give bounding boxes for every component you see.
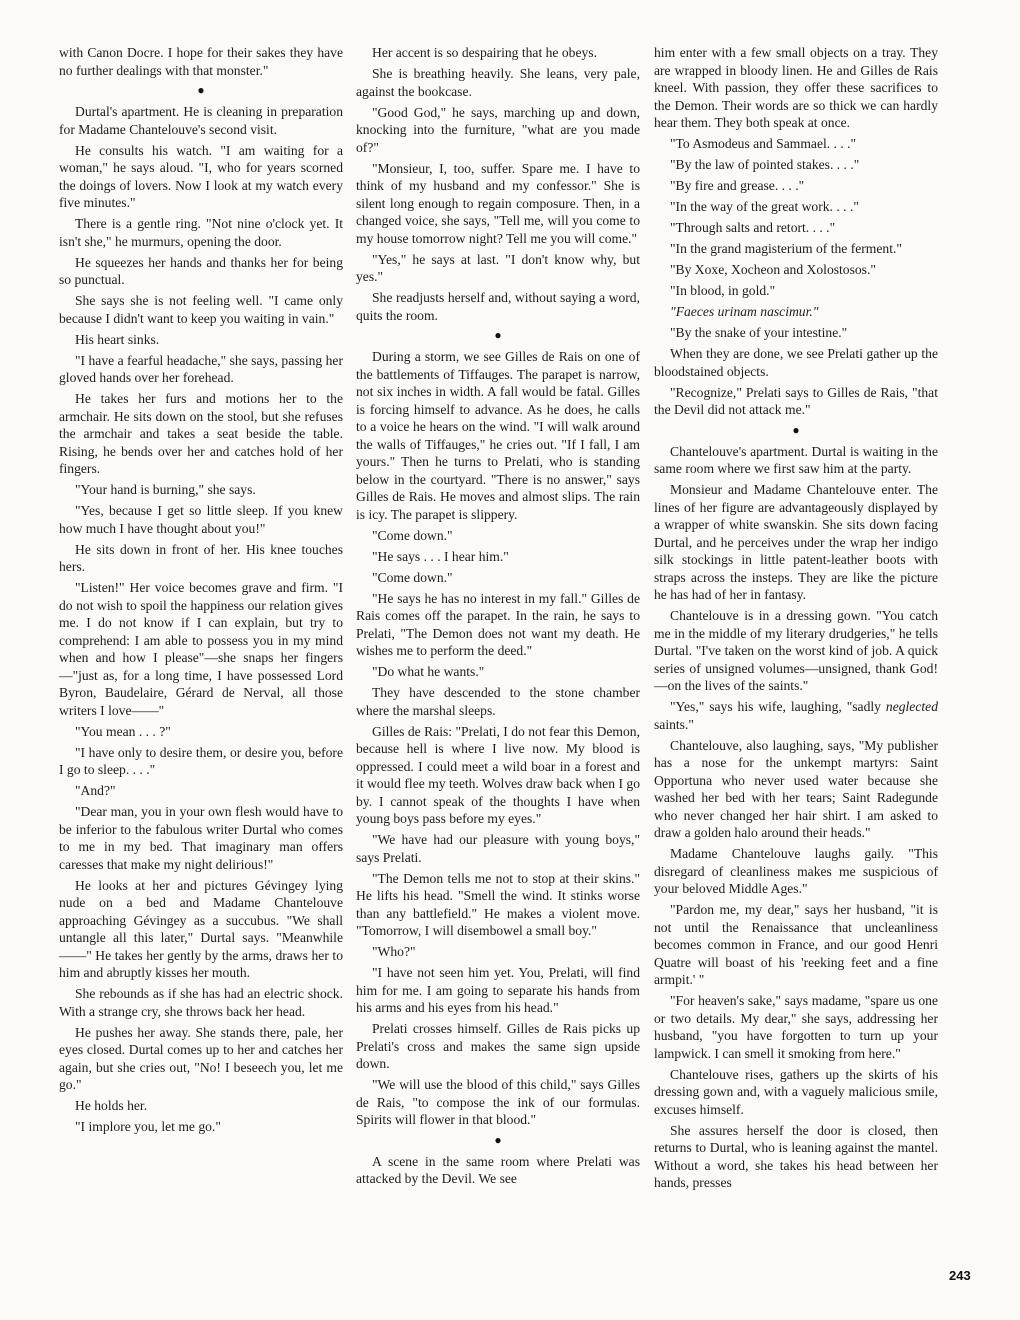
paragraph: "Yes," he says at last. "I don't know why, but yes." [356, 251, 640, 284]
paragraph: Her accent is so despairing that he obeys. [372, 45, 597, 60]
paragraph: "In the grand magisterium of the ferment." [670, 241, 902, 256]
paragraph: "He says . . . I hear him." [372, 548, 509, 564]
paragraph: "And?" [75, 783, 116, 798]
paragraph: "Listen!" Her voice becomes grave and firm. "I do not wish to spoil the happiness our relation gives me. I do not know if I can explain, but try to comprehend: I am able to possess you in my mind when and how I please"—she snaps her fingers—"just as, for a long time, I have possessed Lord Byron, Baudelaire, Gérard de Nerval, all those writers I love——" [59, 580, 343, 718]
paragraph: "Pardon me, my dear," says her husband, "it is not until the Renaissance that uncleanliness becomes common in France, and our good Henri Quatre will boast of his 'reeking feet and a fine armpit.' " [654, 902, 938, 987]
paragraph: "We will use the blood of this child," says Gilles de Rais, "to compose the ink of our formulas. Spirits will flower in that blood." [356, 1077, 640, 1127]
paragraph: Madame Chantelouve laughs gaily. "This disregard of cleanliness makes me suspicious of your beloved Middle Ages." [654, 846, 938, 896]
paragraph: He consults his watch. "I am waiting for a woman," he says aloud. "I, who for years scorned the doings of lovers. Now I look at my watch every five minutes." [59, 142, 343, 210]
paragraph: "I have only to desire them, or desire you, before I go to sleep. . . ." [59, 744, 343, 777]
paragraph: Chantelouve is in a dressing gown. "You catch me in the middle of my literary drudgeries," he tells Durtal. "I've taken on the worst kind of job. A quick series of unsigned volumes—unsigned, thank God!—on the lives of the saints." [654, 608, 938, 693]
paragraph: Monsieur and Madame Chantelouve enter. The lines of her figure are advantageously displayed by a wrapper of white swanskin. She sits down facing Durtal, and he perceives under the wrap her indigo silk stockings in little patent-leather boots with straps across the insteps. They are like the picture he has had of her in fantasy. [654, 482, 938, 602]
paragraph: "Yes," says his wife, laughing, "sadly neglected saints." [654, 699, 938, 732]
paragraph: He sits down in front of her. His knee touches hers. [59, 541, 343, 574]
paragraph: "Yes, because I get so little sleep. If you knew how much I have thought about you!" [59, 503, 343, 536]
paragraph: "You mean . . . ?" [75, 723, 171, 739]
section-separator: ● [792, 422, 800, 437]
text-column-2 [356, 44, 640, 1191]
paragraph: "By Xoxe, Xocheon and Xolostosos." [670, 262, 876, 277]
paragraph: "I implore you, let me go." [75, 1119, 221, 1134]
paragraph: "By the snake of your intestine." [670, 325, 848, 340]
paragraph: "Good God," he says, marching up and down, knocking into the furniture, "what are you made of?" [356, 104, 640, 155]
paragraph: "The Demon tells me not to stop at their skins." He lifts his head. "Smell the wind. It stinks worse than any battlefield." He makes a violent move. "Tomorrow, I will disembowel a small boy." [356, 870, 640, 938]
paragraph: him enter with a few small objects on a tray. They are wrapped in bloody linen. He and Gilles de Rais kneel. With passion, they offer these sacrifices to the Demon. Their words are so thick we can hardly hear them. They both speak at once. [654, 45, 938, 130]
paragraph: She assures herself the door is closed, then returns to Durtal, who is leaning against the mantel. Without a word, she takes his head between her hands, presses [654, 1122, 938, 1190]
paragraph: Prelati crosses himself. Gilles de Rais picks up Prelati's cross and makes the same sign upside down. [356, 1021, 640, 1071]
paragraph: Chantelouve rises, gathers up the skirts of his dressing gown and, with a vaguely malicious smile, excuses himself. [654, 1066, 938, 1117]
section-separator: ● [494, 328, 502, 342]
paragraph: "In blood, in gold." [670, 283, 776, 298]
paragraph: "By fire and grease. . . ." [670, 178, 805, 193]
paragraph: He holds her. [75, 1098, 148, 1113]
paragraph: "Come down." [372, 527, 453, 543]
paragraph: During a storm, we see Gilles de Rais on one of the battlements of Tiffauges. The parapet is narrow, not six inches in width. A fall would be fatal. Gilles is forcing himself to advance. As he does, he calls to a voice he hears on the wind. "I will walk around the walls of Tiffauges," he cries out. "If I fall, I am yours." Then he turns to Prelati, who is standing below in the courtyard. "There is no answer," says Gilles de Rais. He moves and almost slips. The rain is icy. The parapet is slippery. [356, 349, 640, 522]
paragraph: "Through salts and retort. . . ." [670, 220, 836, 235]
paragraph: Chantelouve's apartment. Durtal is waiting in the same room where we first saw him at the party. [654, 443, 938, 476]
paragraph: with Canon Docre. I hope for their sakes they have no further dealings with that monster." [59, 45, 343, 78]
paragraph: "In the way of the great work. . . ." [670, 199, 859, 214]
paragraph: "For heaven's sake," says madame, "spare us one or two details. My dear," she says, addressing her husband, "you have forgotten to turn up your lampwick. I can smell it smoking from here." [654, 993, 938, 1061]
paragraph: They have descended to the stone chamber where the marshal sleeps. [356, 685, 640, 718]
paragraph: She rebounds as if she has had an electric shock. With a strange cry, she throws back her head. [59, 986, 343, 1019]
paragraph: "He says he has no interest in my fall." Gilles de Rais comes off the parapet. In the rain, he says to Prelati, "The Demon does not want my death. He wishes me to perform the deed." [356, 590, 640, 658]
paragraph: Gilles de Rais: "Prelati, I do not fear this Demon, because hell is where I live now. My blood is oppressed. I could meet a wild boar in a forest and it would flee my teeth. Wolves draw back when I go by. I cannot speak of the thoughts I have when young boys pass before my eyes." [356, 723, 640, 826]
paragraph: "By the law of pointed stakes. . . ." [670, 157, 860, 172]
paragraph: "Come down." [372, 569, 453, 585]
paragraph: "Recognize," Prelati says to Gilles de Rais, "that the Devil did not attack me." [654, 384, 938, 417]
paragraph: "To Asmodeus and Sammael. . . ." [670, 136, 857, 151]
paragraph: "Do what he wants." [372, 664, 485, 679]
paragraph: He takes her furs and motions her to the armchair. He sits down on the stool, but she refuses the armchair and takes a seat beside the table. Rising, he bends over her and catches hold of her fingers. [59, 391, 343, 476]
text-column-3 [654, 44, 938, 1195]
paragraph: "Monsieur, I, too, suffer. Spare me. I have to think of my husband and my confessor." She is silent long enough to regain composure. Then, in a changed voice, she says, "Tell me, will you come to my house tomorrow night? Tell me you will come." [356, 160, 640, 246]
text-column-1 [59, 44, 343, 1139]
paragraph: "Dear man, you in your own flesh would have to be inferior to the fabulous writer Durtal who comes to me in my bed. That imaginary man offers caresses that make my night delirious!" [59, 804, 343, 872]
paragraph: He squeezes her hands and thanks her for being so punctual. [59, 254, 343, 287]
paragraph: "We have had our pleasure with young boys," says Prelati. [356, 832, 640, 865]
paragraph: She says she is not feeling well. "I came only because I didn't want to keep you waiting in vain." [59, 293, 343, 326]
paragraph: "I have a fearful headache," she says, passing her gloved hands over her forehead. [59, 352, 343, 385]
section-separator: ● [494, 1132, 502, 1147]
paragraph: A scene in the same room where Prelati was attacked by the Devil. We see [356, 1153, 640, 1186]
paragraph: "Your hand is burning," she says. [75, 482, 256, 497]
paragraph: "Faeces urinam nascimur." [670, 304, 819, 319]
paragraph: She readjusts herself and, without saying a word, quits the room. [356, 290, 640, 323]
paragraph: His heart sinks. [75, 331, 160, 347]
paragraph: There is a gentle ring. "Not nine o'clock yet. It isn't she," he murmurs, opening the door. [59, 216, 343, 249]
paragraph: He looks at her and pictures Gévingey lying nude on a bed and Madame Chantelouve approaching Gévingey as a succubus. "We shall untangle all this later," Durtal says. "Meanwhile——" He takes her gently by the arms, draws her to him and abruptly kisses her mouth. [59, 877, 343, 980]
page-number: 243 [949, 1268, 971, 1283]
paragraph: He pushes her away. She stands there, pale, her eyes closed. Durtal comes up to her and catches her again, but she cries out, "No! I beseech you, let me go." [59, 1024, 343, 1092]
paragraph: She is breathing heavily. She leans, very pale, against the bookcase. [356, 66, 640, 99]
paragraph: "Who?" [372, 944, 416, 959]
paragraph: Chantelouve, also laughing, says, "My publisher has a nose for the unkempt martyrs: Saint Opportuna who never used water because she washed her bed with her tears; Saint Radegunde who never changed her hair shirt. I am asked to draw a golden halo around their heads." [654, 737, 938, 840]
section-separator: ● [197, 83, 205, 97]
paragraph: Durtal's apartment. He is cleaning in preparation for Madame Chantelouve's second visit. [59, 104, 343, 137]
paragraph: When they are done, we see Prelati gather up the bloodstained objects. [654, 346, 938, 379]
paragraph: "I have not seen him yet. You, Prelati, will find him for me. I am going to separate his hands from his arms and his eyes from his head." [356, 965, 640, 1015]
